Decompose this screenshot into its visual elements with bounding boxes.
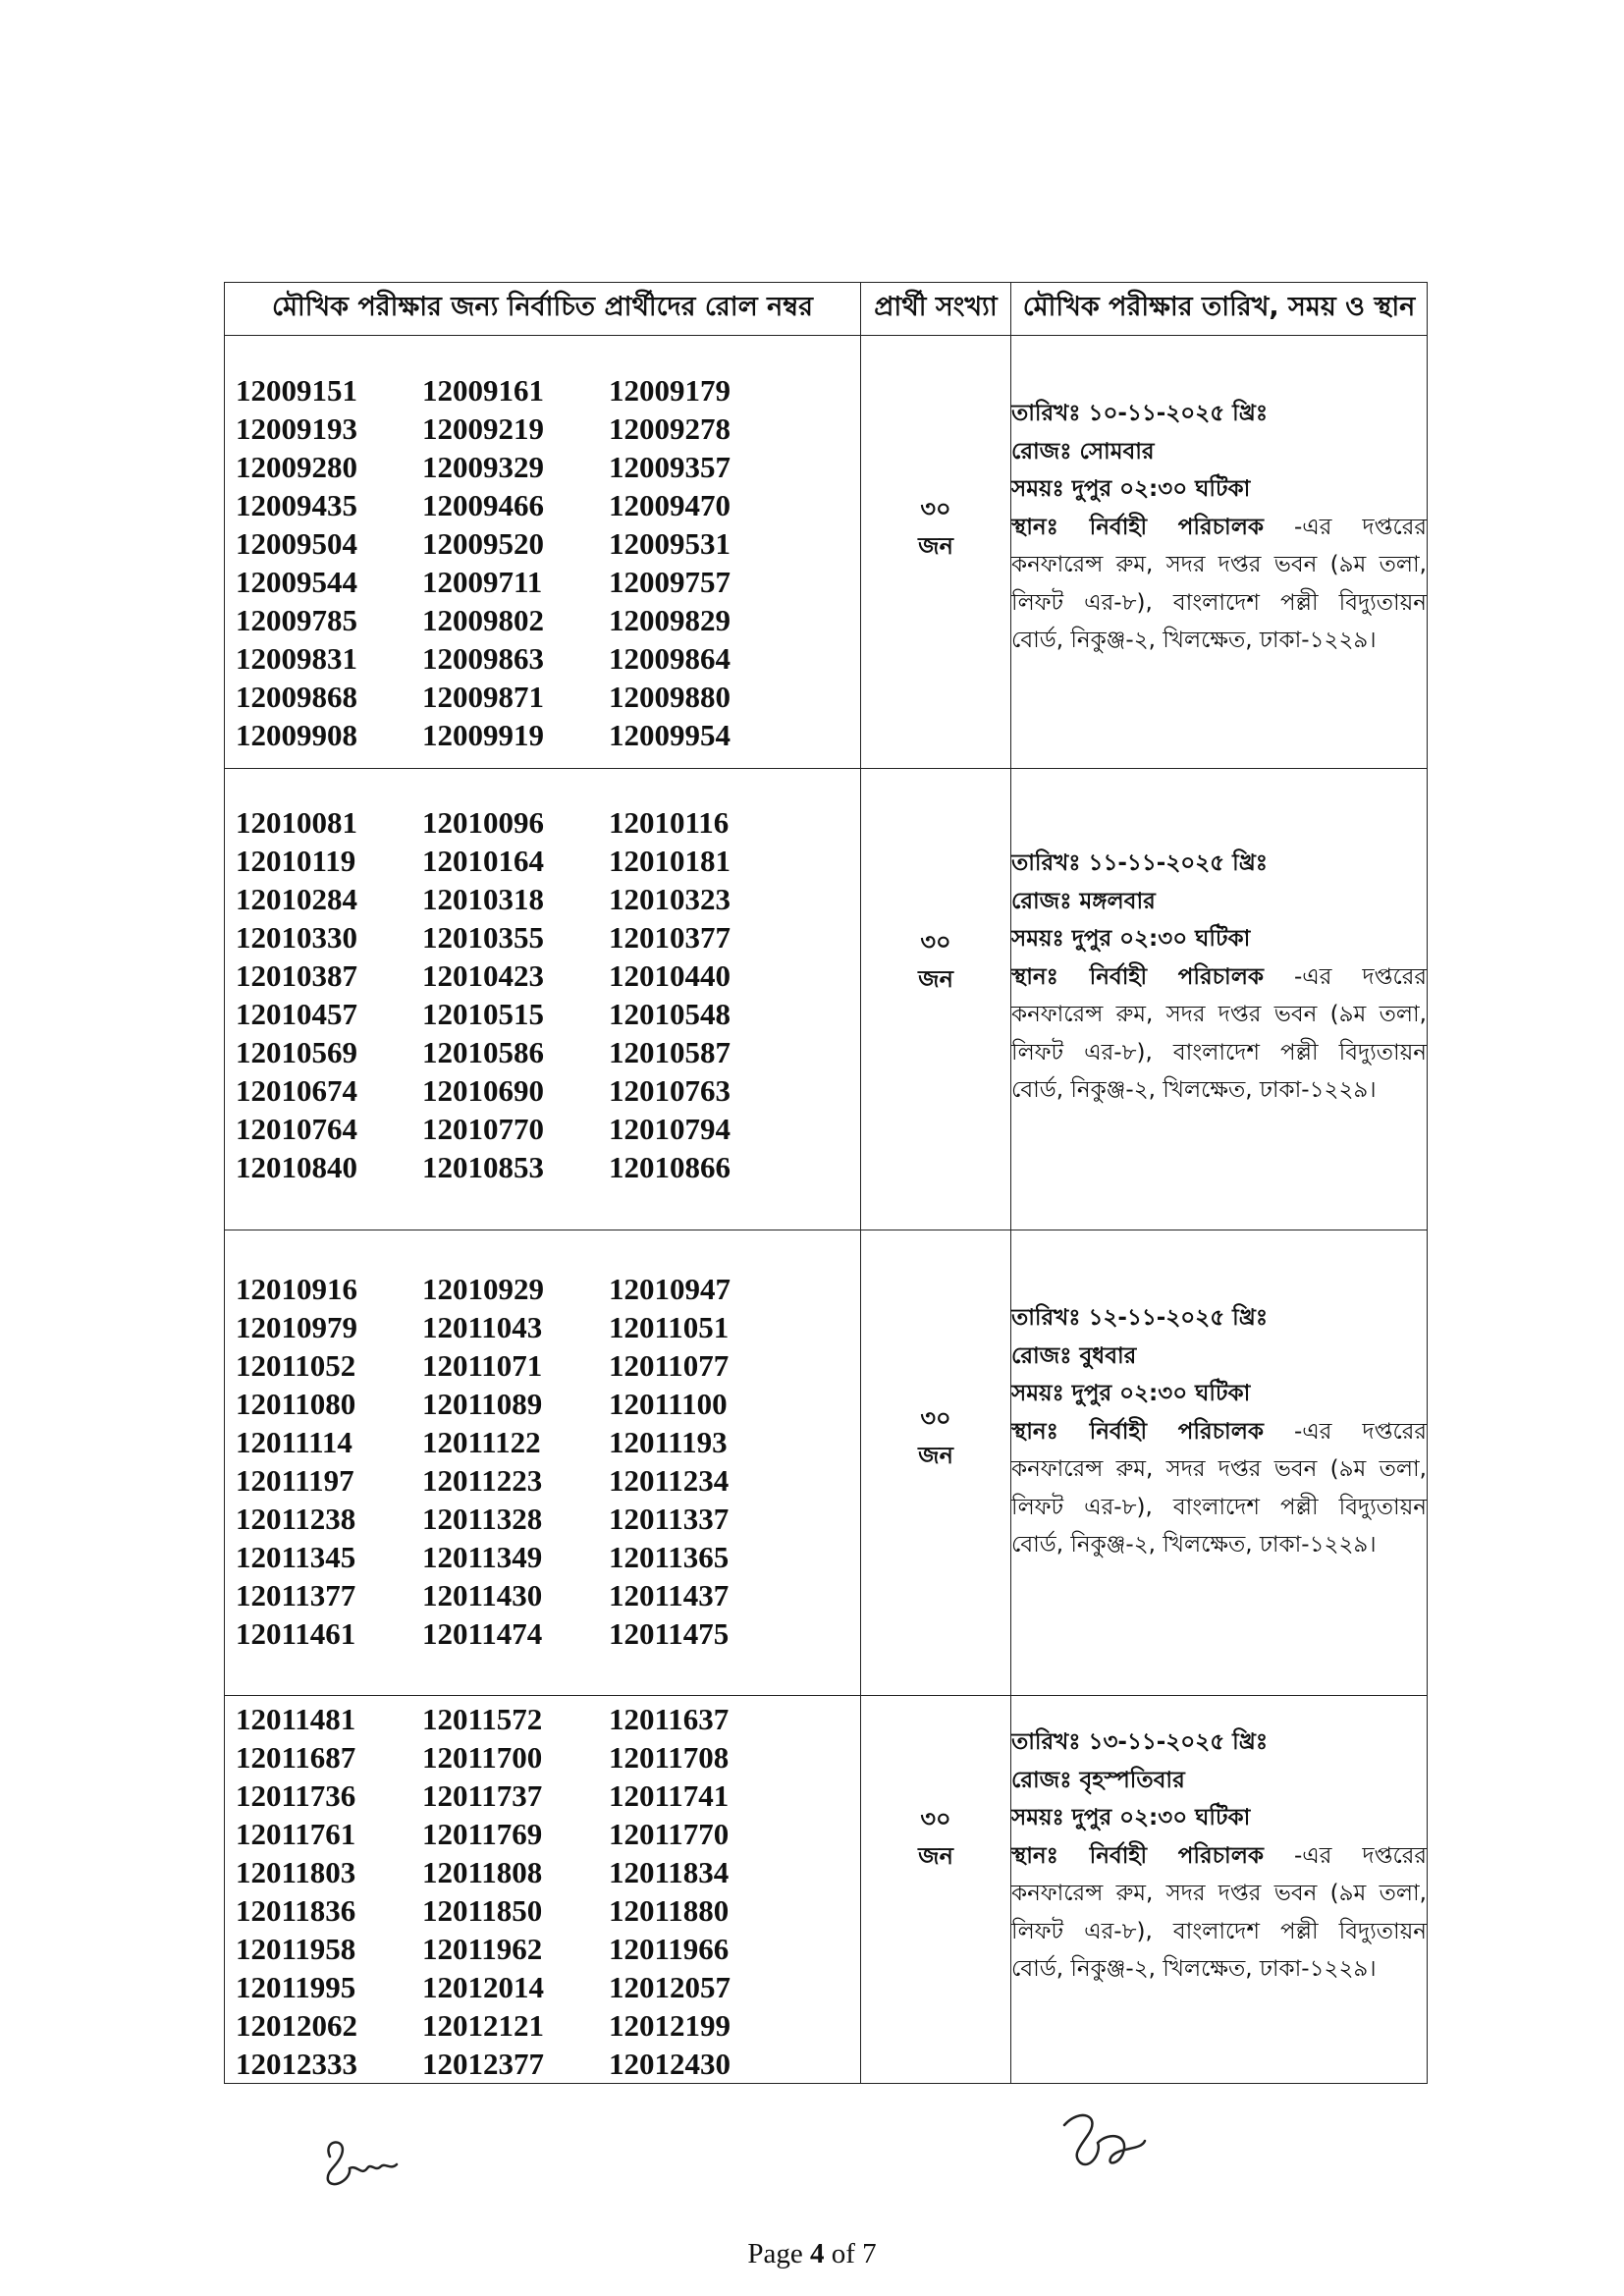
roll-number: 12009179 <box>609 373 731 408</box>
roll-number: 12010515 <box>422 997 544 1031</box>
roll-number: 12011481 <box>236 1702 356 1736</box>
roll-number: 12010355 <box>422 920 544 955</box>
roll-number: 12011769 <box>422 1817 543 1851</box>
candidate-count-unit: জন <box>918 1842 953 1870</box>
roll-number: 12011966 <box>609 1932 730 1966</box>
roll-number: 12010457 <box>236 997 357 1031</box>
roll-number-grid <box>225 1230 860 1653</box>
roll-number: 12011761 <box>236 1817 356 1851</box>
roll-number: 12009435 <box>236 488 357 522</box>
roll-number: 12009757 <box>609 565 731 599</box>
roll-number: 12009504 <box>236 526 357 561</box>
candidate-count-cell <box>861 1696 1011 2084</box>
roll-number: 12009531 <box>609 526 731 561</box>
schedule-group-row <box>225 769 1428 1230</box>
table-body <box>225 336 1428 2084</box>
roll-number: 12011077 <box>609 1348 730 1383</box>
candidate-count-unit: জন <box>918 1442 953 1469</box>
roll-numbers-cell <box>225 1230 861 1696</box>
roll-number: 12010119 <box>236 844 356 878</box>
roll-number: 12010979 <box>236 1310 357 1344</box>
roll-number: 12010794 <box>609 1112 731 1146</box>
schedule-cell <box>1011 769 1428 1230</box>
schedule-group-row <box>225 1230 1428 1696</box>
roll-number: 12009544 <box>236 565 357 599</box>
roll-number: 12010164 <box>422 844 544 878</box>
roll-number: 12011223 <box>422 1463 543 1498</box>
header-schedule: মৌখিক পরীক্ষার তারিখ, সময় ও স্থান <box>1011 283 1428 336</box>
roll-number: 12011193 <box>609 1425 728 1459</box>
roll-number: 12012333 <box>236 2047 357 2081</box>
interview-venue <box>1011 1413 1427 1564</box>
candidate-count: ৩০ <box>920 495 951 522</box>
roll-number: 12011474 <box>422 1616 543 1651</box>
roll-numbers-cell <box>225 336 861 769</box>
interview-venue <box>1011 958 1427 1110</box>
roll-number: 12010181 <box>609 844 731 878</box>
roll-number: 12009831 <box>236 641 357 676</box>
roll-number: 12011430 <box>422 1578 543 1613</box>
roll-number-grid <box>225 769 860 1186</box>
roll-number: 12010423 <box>422 958 544 993</box>
roll-number: 12009520 <box>422 526 544 561</box>
roll-number: 12010916 <box>236 1272 357 1306</box>
roll-number: 12011328 <box>422 1502 543 1536</box>
interview-venue <box>1011 1837 1427 1989</box>
roll-number: 12011043 <box>422 1310 543 1344</box>
interview-date: তারিখঃ ১২-১১-২০২৫ খ্রিঃ <box>1011 1305 1269 1331</box>
roll-number: 12010284 <box>236 882 357 916</box>
roll-number: 12011637 <box>609 1702 730 1736</box>
roll-number: 12011051 <box>609 1310 730 1344</box>
roll-number: 12010330 <box>236 920 357 955</box>
roll-number: 12011770 <box>609 1817 730 1851</box>
venue-label: স্থানঃ নির্বাহী পরিচালক <box>1011 1418 1264 1445</box>
roll-number: 12011700 <box>422 1740 543 1775</box>
roll-number: 12011736 <box>236 1778 356 1813</box>
roll-number: 12011089 <box>422 1387 543 1421</box>
roll-number: 12010929 <box>422 1272 544 1306</box>
roll-number: 12009785 <box>236 603 357 637</box>
roll-number: 12009280 <box>236 450 357 484</box>
roll-number: 12011834 <box>609 1855 730 1889</box>
roll-number: 12009871 <box>422 680 544 714</box>
interview-day: রোজঃ মঙ্গলবার <box>1011 888 1156 914</box>
roll-number: 12012430 <box>609 2047 731 2081</box>
roll-number: 12011349 <box>422 1540 543 1574</box>
roll-number: 12011100 <box>609 1387 728 1421</box>
roll-number: 12010323 <box>609 882 731 916</box>
roll-number: 12010377 <box>609 920 731 955</box>
interview-date: তারিখঃ ১৩-১১-২০২৫ খ্রিঃ <box>1011 1729 1269 1755</box>
roll-number: 12011071 <box>422 1348 543 1383</box>
schedule-cell <box>1011 1230 1428 1696</box>
page-number: 4 <box>809 2238 825 2269</box>
roll-number: 12010770 <box>422 1112 544 1146</box>
roll-number: 12010586 <box>422 1035 544 1069</box>
roll-numbers-cell <box>225 1696 861 2084</box>
roll-number: 12012014 <box>422 1970 544 2004</box>
interview-date: তারিখঃ ১০-১১-২০২৫ খ্রিঃ <box>1011 401 1269 426</box>
roll-number: 12011850 <box>422 1893 543 1928</box>
roll-number: 12011197 <box>236 1463 354 1498</box>
roll-number: 12009908 <box>236 718 357 752</box>
schedule-cell <box>1011 336 1428 769</box>
roll-number: 12009470 <box>609 488 731 522</box>
interview-day: রোজঃ বৃহস্পতিবার <box>1011 1767 1185 1793</box>
roll-number: 12012057 <box>609 1970 731 2004</box>
roll-number: 12009193 <box>236 411 357 446</box>
roll-number: 12009161 <box>422 373 544 408</box>
roll-number: 12010866 <box>609 1150 731 1184</box>
header-candidate-count: প্রার্থী সংখ্যা <box>861 283 1011 336</box>
schedule-cell <box>1011 1696 1428 2084</box>
roll-number: 12011741 <box>609 1778 730 1813</box>
roll-number: 12011114 <box>236 1425 352 1459</box>
roll-number: 12009863 <box>422 641 544 676</box>
venue-text: -এর দপ্তরের কনফারেন্স রুম, সদর দপ্তর ভবন (৯ম তলা, লিফট এর-৮), বাংলাদেশ পল্লী বিদ্যুতায়ন বোর্ড, নিকুঞ্জ-২, খিলক্ষেত, ঢাকা-১২২৯। <box>1011 514 1428 653</box>
roll-number: 12011803 <box>236 1855 356 1889</box>
roll-number: 12010674 <box>236 1073 357 1108</box>
roll-number: 12009711 <box>422 565 543 599</box>
roll-number: 12010318 <box>422 882 544 916</box>
interview-time: সময়ঃ দুপুর ০২:৩০ ঘটিকা <box>1011 476 1251 502</box>
roll-number-grid <box>225 336 860 754</box>
roll-number-grid <box>225 1696 860 2083</box>
roll-number: 12009802 <box>422 603 544 637</box>
venue-label: স্থানঃ নির্বাহী পরিচালক <box>1011 514 1264 540</box>
roll-number: 12012199 <box>609 2008 731 2043</box>
roll-number: 12011708 <box>609 1740 730 1775</box>
roll-number: 12012062 <box>236 2008 357 2043</box>
page-footer <box>0 2238 1624 2270</box>
candidate-count-unit: জন <box>918 532 953 560</box>
roll-number: 12010548 <box>609 997 731 1031</box>
roll-number: 12011572 <box>422 1702 543 1736</box>
roll-number: 12011365 <box>609 1540 730 1574</box>
roll-number: 12011461 <box>236 1616 356 1651</box>
candidate-count-cell <box>861 1230 1011 1696</box>
roll-number: 12009829 <box>609 603 731 637</box>
roll-number: 12009278 <box>609 411 731 446</box>
roll-number: 12011345 <box>236 1540 356 1574</box>
roll-number: 12010763 <box>609 1073 731 1108</box>
roll-number: 12010387 <box>236 958 357 993</box>
interview-time: সময়ঃ দুপুর ০২:৩০ ঘটিকা <box>1011 926 1251 952</box>
roll-number: 12011238 <box>236 1502 356 1536</box>
venue-text: -এর দপ্তরের কনফারেন্স রুম, সদর দপ্তর ভবন (৯ম তলা, লিফট এর-৮), বাংলাদেশ পল্লী বিদ্যুতায়ন বোর্ড, নিকুঞ্জ-২, খিলক্ষেত, ঢাকা-১২২৯। <box>1011 1842 1428 1982</box>
roll-number: 12009880 <box>609 680 731 714</box>
candidate-count: ৩০ <box>920 1805 951 1832</box>
roll-number: 12011737 <box>422 1778 543 1813</box>
table-header-row <box>225 283 1428 336</box>
roll-number: 12011475 <box>609 1616 730 1651</box>
roll-number: 12009466 <box>422 488 544 522</box>
roll-number: 12010690 <box>422 1073 544 1108</box>
schedule-group-row <box>225 336 1428 769</box>
roll-number: 12011808 <box>422 1855 543 1889</box>
venue-text: -এর দপ্তরের কনফারেন্স রুম, সদর দপ্তর ভবন (৯ম তলা, লিফট এর-৮), বাংলাদেশ পল্লী বিদ্যুতায়ন বোর্ড, নিকুঞ্জ-২, খিলক্ষেত, ঢাকা-১২২৯। <box>1011 1418 1428 1558</box>
signature-right <box>1051 2102 1159 2180</box>
roll-number: 12011880 <box>609 1893 730 1928</box>
roll-number: 12009329 <box>422 450 544 484</box>
interview-time: সময়ঃ দুপুর ০২:৩০ ঘটিকা <box>1011 1381 1251 1406</box>
interview-venue <box>1011 509 1427 660</box>
roll-number: 12009954 <box>609 718 731 752</box>
roll-number: 12011122 <box>422 1425 541 1459</box>
roll-number: 12009151 <box>236 373 357 408</box>
roll-number: 12011337 <box>609 1502 730 1536</box>
roll-number: 12010947 <box>609 1272 731 1306</box>
roll-number: 12012377 <box>422 2047 544 2081</box>
roll-number: 12012121 <box>422 2008 544 2043</box>
roll-number: 12011958 <box>236 1932 356 1966</box>
roll-number: 12011962 <box>422 1932 543 1966</box>
roll-number: 12011377 <box>236 1578 356 1613</box>
interview-time: সময়ঃ দুপুর ০২:৩০ ঘটিকা <box>1011 1805 1251 1831</box>
roll-number: 12009864 <box>609 641 731 676</box>
roll-number: 12009919 <box>422 718 544 752</box>
roll-number: 12010587 <box>609 1035 731 1069</box>
roll-number: 12010840 <box>236 1150 357 1184</box>
roll-number: 12011234 <box>609 1463 730 1498</box>
candidate-count: ৩০ <box>920 1404 951 1432</box>
roll-number: 12011052 <box>236 1348 356 1383</box>
roll-number: 12009868 <box>236 680 357 714</box>
roll-number: 12011687 <box>236 1740 356 1775</box>
interview-day: রোজঃ সোমবার <box>1011 438 1155 465</box>
roll-number: 12010440 <box>609 958 731 993</box>
schedule-group-row <box>225 1696 1428 2084</box>
signature-left <box>312 2129 420 2198</box>
venue-label: স্থানঃ নির্বাহী পরিচালক <box>1011 1842 1264 1869</box>
roll-number: 12010569 <box>236 1035 357 1069</box>
roll-number: 12010096 <box>422 805 544 840</box>
roll-number: 12011836 <box>236 1893 356 1928</box>
roll-number: 12010764 <box>236 1112 357 1146</box>
candidate-count: ৩০ <box>920 928 951 956</box>
candidate-count-unit: জন <box>918 965 953 993</box>
roll-number: 12010116 <box>609 805 730 840</box>
venue-text: -এর দপ্তরের কনফারেন্স রুম, সদর দপ্তর ভবন (৯ম তলা, লিফট এর-৮), বাংলাদেশ পল্লী বিদ্যুতায়ন বোর্ড, নিকুঞ্জ-২, খিলক্ষেত, ঢাকা-১২২৯। <box>1011 963 1428 1103</box>
candidate-schedule-table <box>224 282 1428 2084</box>
candidate-count-cell <box>861 769 1011 1230</box>
candidate-count-cell <box>861 336 1011 769</box>
roll-number: 12009219 <box>422 411 544 446</box>
interview-date: তারিখঃ ১১-১১-২০২৫ খ্রিঃ <box>1011 850 1269 876</box>
header-roll-numbers: মৌখিক পরীক্ষার জন্য নির্বাচিত প্রার্থীদের রোল নম্বর <box>225 283 861 336</box>
page-total: of 7 <box>831 2238 877 2269</box>
interview-day: রোজঃ বুধবার <box>1011 1342 1137 1369</box>
roll-number: 12009357 <box>609 450 731 484</box>
roll-number: 12010853 <box>422 1150 544 1184</box>
roll-numbers-cell <box>225 769 861 1230</box>
venue-label: স্থানঃ নির্বাহী পরিচালক <box>1011 963 1264 990</box>
page-label: Page <box>747 2238 803 2269</box>
roll-number: 12011995 <box>236 1970 356 2004</box>
roll-number: 12011080 <box>236 1387 356 1421</box>
roll-number: 12010081 <box>236 805 357 840</box>
roll-number: 12011437 <box>609 1578 730 1613</box>
